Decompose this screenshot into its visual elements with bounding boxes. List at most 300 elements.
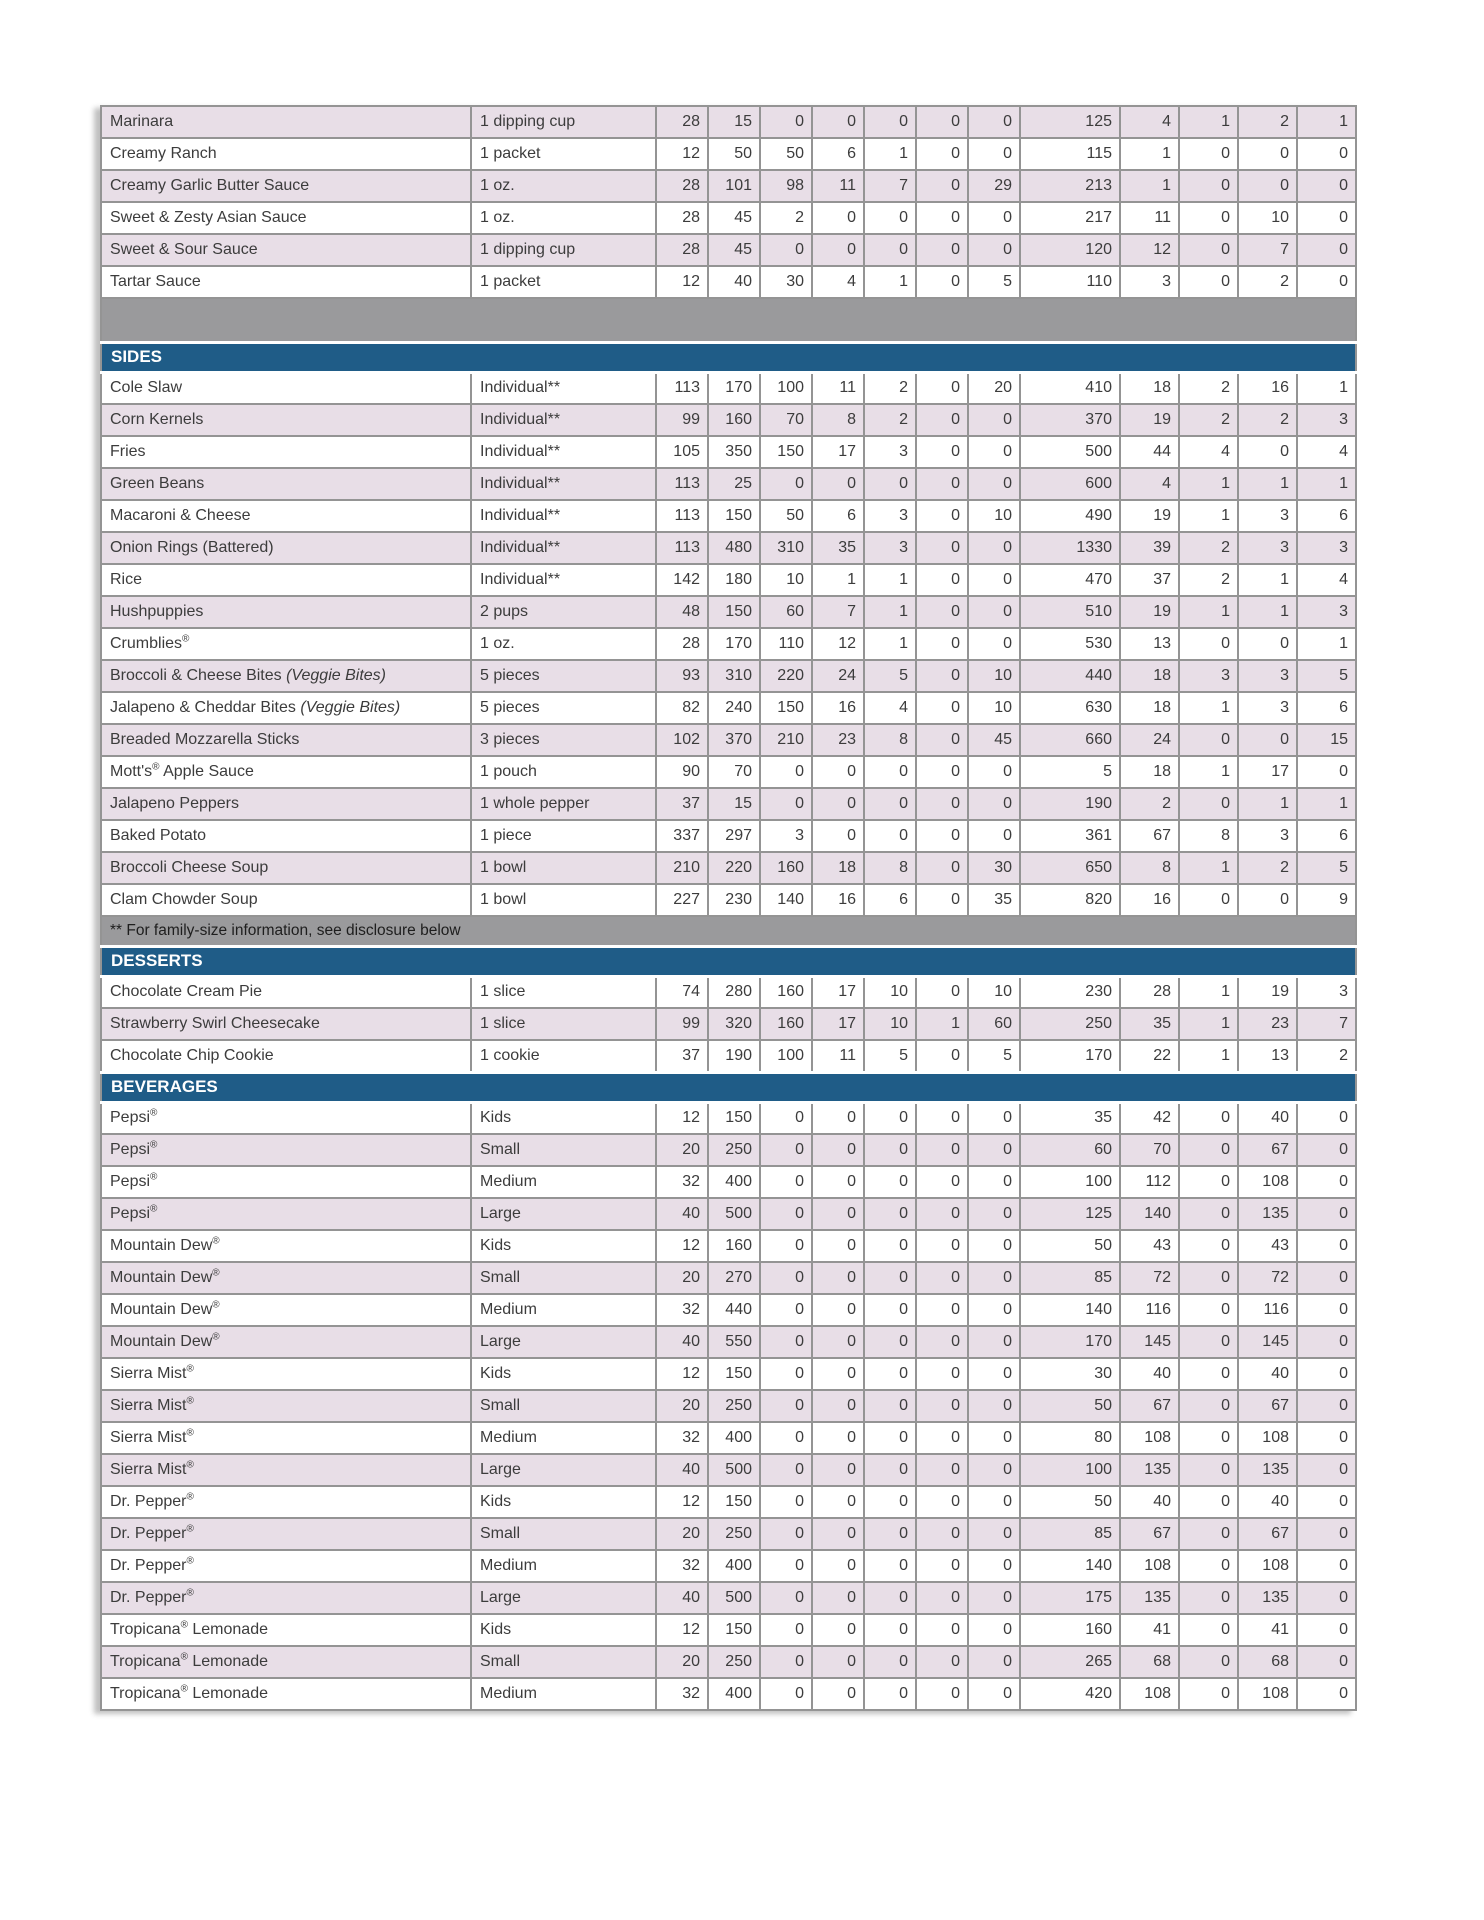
nutrition-value-cell: 10 <box>1238 202 1297 234</box>
nutrition-value-cell: 37 <box>1120 564 1179 596</box>
nutrition-value-cell: 0 <box>1297 1358 1356 1390</box>
nutrition-value-cell: 0 <box>812 234 864 266</box>
nutrition-value-cell: 8 <box>864 852 916 884</box>
nutrition-value-cell: 11 <box>1120 202 1179 234</box>
table-row <box>101 1614 1356 1646</box>
nutrition-value-cell: 40 <box>1238 1486 1297 1518</box>
registered-mark: ® <box>186 1491 194 1503</box>
nutrition-value-cell: 67 <box>1238 1518 1297 1550</box>
table-row <box>101 468 1356 500</box>
table-row <box>101 628 1356 660</box>
nutrition-value-cell: 145 <box>1238 1326 1297 1358</box>
nutrition-value-cell: 13 <box>1238 1040 1297 1072</box>
nutrition-value-cell: 0 <box>1238 436 1297 468</box>
item-name-cell: Sierra Mist® <box>101 1390 471 1422</box>
nutrition-value-cell: 0 <box>916 1518 968 1550</box>
nutrition-value-cell: 13 <box>1120 628 1179 660</box>
item-name-cell <box>101 202 471 234</box>
nutrition-value-cell: 160 <box>760 852 812 884</box>
nutrition-value-cell: 5 <box>864 1040 916 1072</box>
nutrition-value-cell: 400 <box>708 1422 760 1454</box>
nutrition-value-cell: 0 <box>760 1102 812 1134</box>
item-name-text: Fries <box>110 443 146 461</box>
nutrition-value-cell: 170 <box>1020 1326 1120 1358</box>
serving-size-cell: 1 pouch <box>471 756 656 788</box>
nutrition-value-cell: 120 <box>1020 234 1120 266</box>
nutrition-value-cell: 0 <box>1297 1198 1356 1230</box>
nutrition-value-cell: 10 <box>968 500 1020 532</box>
nutrition-value-cell: 16 <box>1238 372 1297 404</box>
nutrition-value-cell: 42 <box>1120 1102 1179 1134</box>
table-row <box>101 1518 1356 1550</box>
nutrition-value-cell: 0 <box>1297 170 1356 202</box>
nutrition-value-cell: 135 <box>1120 1582 1179 1614</box>
item-name-cell <box>101 266 471 298</box>
nutrition-value-cell: 0 <box>760 1422 812 1454</box>
nutrition-value-cell: 0 <box>812 1262 864 1294</box>
nutrition-value-cell: 0 <box>812 1454 864 1486</box>
nutrition-value-cell: 0 <box>1297 1678 1356 1710</box>
nutrition-value-cell: 8 <box>864 724 916 756</box>
item-name-cell: Dr. Pepper® <box>101 1518 471 1550</box>
nutrition-value-cell: 400 <box>708 1550 760 1582</box>
nutrition-value-cell: 0 <box>916 564 968 596</box>
nutrition-value-cell: 4 <box>1120 106 1179 138</box>
nutrition-value-cell: 40 <box>656 1198 708 1230</box>
nutrition-value-cell: 297 <box>708 820 760 852</box>
nutrition-value-cell: 3 <box>864 436 916 468</box>
nutrition-value-cell: 39 <box>1120 532 1179 564</box>
nutrition-value-cell: 0 <box>968 788 1020 820</box>
nutrition-value-cell: 50 <box>1020 1390 1120 1422</box>
item-name-text: Onion Rings (Battered) <box>110 539 274 557</box>
nutrition-value-cell: 3 <box>1238 500 1297 532</box>
nutrition-value-cell: 135 <box>1238 1582 1297 1614</box>
nutrition-value-cell: 28 <box>1120 976 1179 1008</box>
nutrition-value-cell: 3 <box>760 820 812 852</box>
nutrition-value-cell: 265 <box>1020 1646 1120 1678</box>
nutrition-value-cell: 0 <box>1297 1294 1356 1326</box>
nutrition-value-cell: 6 <box>864 884 916 916</box>
nutrition-value-cell: 1 <box>1179 852 1238 884</box>
registered-mark: ® <box>150 1108 158 1120</box>
nutrition-value-cell: 0 <box>968 1486 1020 1518</box>
nutrition-value-cell: 500 <box>708 1198 760 1230</box>
nutrition-value-cell: 0 <box>812 1486 864 1518</box>
nutrition-value-cell: 25 <box>708 468 760 500</box>
nutrition-value-cell: 0 <box>812 468 864 500</box>
nutrition-value-cell: 17 <box>812 976 864 1008</box>
nutrition-value-cell: 0 <box>916 1454 968 1486</box>
nutrition-value-cell: 0 <box>916 820 968 852</box>
nutrition-value-cell: 0 <box>864 1134 916 1166</box>
nutrition-value-cell: 0 <box>968 628 1020 660</box>
item-name-cell: Mountain Dew® <box>101 1294 471 1326</box>
registered-mark: ® <box>186 1555 194 1567</box>
nutrition-value-cell: 2 <box>1238 106 1297 138</box>
nutrition-value-cell: 108 <box>1238 1678 1297 1710</box>
nutrition-value-cell: 0 <box>916 1582 968 1614</box>
nutrition-value-cell: 220 <box>708 852 760 884</box>
nutrition-value-cell: 0 <box>968 1422 1020 1454</box>
nutrition-value-cell: 0 <box>916 1134 968 1166</box>
nutrition-value-cell: 0 <box>916 1614 968 1646</box>
serving-size-cell: Small <box>471 1134 656 1166</box>
nutrition-value-cell: 0 <box>760 1646 812 1678</box>
nutrition-value-cell: 10 <box>968 976 1020 1008</box>
item-name-cell <box>101 170 471 202</box>
nutrition-value-cell: 600 <box>1020 468 1120 500</box>
nutrition-value-cell: 150 <box>708 500 760 532</box>
nutrition-value-cell: 0 <box>1297 1326 1356 1358</box>
nutrition-value-cell: 3 <box>1179 660 1238 692</box>
nutrition-value-cell: 0 <box>1297 1166 1356 1198</box>
nutrition-value-cell: 0 <box>968 106 1020 138</box>
item-name-cell: Tropicana® Lemonade <box>101 1646 471 1678</box>
item-name-cell: Dr. Pepper® <box>101 1582 471 1614</box>
item-name-cell: Tropicana® Lemonade <box>101 1614 471 1646</box>
nutrition-value-cell: 0 <box>968 1454 1020 1486</box>
item-name-cell: Sierra Mist® <box>101 1358 471 1390</box>
serving-size-cell: Medium <box>471 1422 656 1454</box>
nutrition-value-cell: 10 <box>864 1008 916 1040</box>
registered-mark: ® <box>186 1395 194 1407</box>
nutrition-value-cell: 0 <box>760 1582 812 1614</box>
nutrition-value-cell: 650 <box>1020 852 1120 884</box>
nutrition-value-cell: 0 <box>1179 138 1238 170</box>
nutrition-value-cell: 0 <box>1179 1166 1238 1198</box>
nutrition-value-cell: 9 <box>1297 884 1356 916</box>
registered-mark: ® <box>212 1331 220 1343</box>
table-row <box>101 1358 1356 1390</box>
nutrition-value-cell: 100 <box>1020 1166 1120 1198</box>
nutrition-value-cell: 1 <box>1179 468 1238 500</box>
nutrition-value-cell: 210 <box>656 852 708 884</box>
nutrition-value-cell: 0 <box>864 1550 916 1582</box>
nutrition-value-cell: 1 <box>1120 138 1179 170</box>
nutrition-value-cell: 6 <box>1297 820 1356 852</box>
item-name-cell <box>101 724 471 756</box>
registered-mark: ® <box>150 1139 158 1151</box>
nutrition-value-cell: 2 <box>1179 564 1238 596</box>
table-row <box>101 1102 1356 1134</box>
item-name-cell <box>101 660 471 692</box>
nutrition-value-cell: 0 <box>864 202 916 234</box>
nutrition-value-cell: 28 <box>656 628 708 660</box>
item-name-cell <box>101 976 471 1008</box>
item-name-cell: Pepsi® <box>101 1198 471 1230</box>
nutrition-value-cell: 0 <box>1179 788 1238 820</box>
nutrition-value-cell: 19 <box>1238 976 1297 1008</box>
nutrition-value-cell: 0 <box>1179 1102 1238 1134</box>
nutrition-value-cell: 2 <box>760 202 812 234</box>
nutrition-value-cell: 50 <box>1020 1486 1120 1518</box>
nutrition-value-cell: 0 <box>916 372 968 404</box>
serving-size-cell: 5 pieces <box>471 660 656 692</box>
nutrition-value-cell: 32 <box>656 1678 708 1710</box>
table-row <box>101 884 1356 916</box>
nutrition-value-cell: 100 <box>760 372 812 404</box>
nutrition-value-cell: 0 <box>812 1166 864 1198</box>
table-row <box>101 1040 1356 1072</box>
table-row <box>101 532 1356 564</box>
item-name-cell: Mountain Dew® <box>101 1230 471 1262</box>
nutrition-value-cell: 250 <box>1020 1008 1120 1040</box>
nutrition-value-cell: 2 <box>1238 266 1297 298</box>
nutrition-value-cell: 0 <box>760 1262 812 1294</box>
item-name-text: Breaded Mozzarella Sticks <box>110 731 300 749</box>
nutrition-value-cell: 490 <box>1020 500 1120 532</box>
nutrition-value-cell: 0 <box>760 234 812 266</box>
nutrition-value-cell: 0 <box>760 788 812 820</box>
nutrition-value-cell: 0 <box>968 820 1020 852</box>
nutrition-value-cell: 5 <box>1020 756 1120 788</box>
nutrition-value-cell: 1 <box>1179 106 1238 138</box>
nutrition-value-cell: 0 <box>1179 234 1238 266</box>
nutrition-value-cell: 12 <box>656 266 708 298</box>
nutrition-value-cell: 0 <box>1238 170 1297 202</box>
nutrition-value-cell: 29 <box>968 170 1020 202</box>
nutrition-value-cell: 16 <box>812 692 864 724</box>
nutrition-value-cell: 5 <box>968 1040 1020 1072</box>
nutrition-value-cell: 0 <box>1179 1390 1238 1422</box>
nutrition-value-cell: 0 <box>864 468 916 500</box>
item-name-text: Creamy Garlic Butter Sauce <box>110 177 310 195</box>
nutrition-value-cell: 140 <box>1020 1550 1120 1582</box>
nutrition-value-cell: 0 <box>968 202 1020 234</box>
nutrition-value-cell: 100 <box>760 1040 812 1072</box>
nutrition-value-cell: 0 <box>968 468 1020 500</box>
nutrition-value-cell: 410 <box>1020 372 1120 404</box>
nutrition-value-cell: 0 <box>1297 756 1356 788</box>
item-name-cell <box>101 852 471 884</box>
nutrition-value-cell: 1 <box>864 596 916 628</box>
nutrition-value-cell: 135 <box>1238 1198 1297 1230</box>
nutrition-value-cell: 40 <box>1238 1358 1297 1390</box>
section-spacer-band <box>101 298 1356 342</box>
nutrition-value-cell: 17 <box>1238 756 1297 788</box>
item-name-italic-suffix: (Veggie Bites) <box>300 699 401 717</box>
nutrition-value-cell: 210 <box>760 724 812 756</box>
item-name-text: Broccoli Cheese Soup <box>110 859 269 877</box>
table-row <box>101 1198 1356 1230</box>
nutrition-value-cell: 160 <box>760 976 812 1008</box>
nutrition-value-cell: 0 <box>760 1390 812 1422</box>
table-row <box>101 1294 1356 1326</box>
registered-mark: ® <box>186 1363 194 1375</box>
serving-size-cell: 1 packet <box>471 266 656 298</box>
nutrition-value-cell: 113 <box>656 372 708 404</box>
nutrition-value-cell: 0 <box>1297 1262 1356 1294</box>
nutrition-value-cell: 3 <box>1238 692 1297 724</box>
serving-size-cell: 1 packet <box>471 138 656 170</box>
nutrition-value-cell: 50 <box>708 138 760 170</box>
nutrition-value-cell: 8 <box>1179 820 1238 852</box>
nutrition-value-cell: 0 <box>916 106 968 138</box>
serving-size-cell: Kids <box>471 1486 656 1518</box>
nutrition-value-cell: 40 <box>1238 1102 1297 1134</box>
item-name-text: Sweet & Sour Sauce <box>110 241 258 259</box>
table-row <box>101 660 1356 692</box>
nutrition-value-cell: 150 <box>760 692 812 724</box>
nutrition-value-cell: 0 <box>864 1518 916 1550</box>
section-header-label: BEVERAGES <box>101 1072 1356 1102</box>
section-header-beverages <box>101 1072 1356 1102</box>
nutrition-value-cell: 4 <box>1297 436 1356 468</box>
nutrition-value-cell: 45 <box>708 234 760 266</box>
nutrition-value-cell: 115 <box>1020 138 1120 170</box>
nutrition-value-cell: 7 <box>1297 1008 1356 1040</box>
nutrition-value-cell: 0 <box>760 756 812 788</box>
nutrition-value-cell: 67 <box>1238 1390 1297 1422</box>
item-name-italic-suffix: (Veggie Bites) <box>286 667 386 685</box>
nutrition-value-cell: 0 <box>968 596 1020 628</box>
nutrition-value-cell: 0 <box>916 976 968 1008</box>
nutrition-value-cell: 500 <box>708 1582 760 1614</box>
nutrition-value-cell: 5 <box>968 266 1020 298</box>
nutrition-value-cell: 0 <box>760 1134 812 1166</box>
nutrition-value-cell: 0 <box>916 1550 968 1582</box>
nutrition-value-cell: 4 <box>864 692 916 724</box>
nutrition-value-cell: 0 <box>1179 1646 1238 1678</box>
item-name-cell <box>101 500 471 532</box>
nutrition-value-cell: 72 <box>1120 1262 1179 1294</box>
serving-size-cell: Individual** <box>471 372 656 404</box>
nutrition-value-cell: 0 <box>916 1166 968 1198</box>
nutrition-value-cell: 17 <box>812 436 864 468</box>
nutrition-value-cell: 0 <box>760 1358 812 1390</box>
nutrition-value-cell: 0 <box>1179 1294 1238 1326</box>
nutrition-value-cell: 1 <box>1238 788 1297 820</box>
item-name-cell <box>101 820 471 852</box>
nutrition-value-cell: 0 <box>1297 1390 1356 1422</box>
nutrition-value-cell: 108 <box>1238 1550 1297 1582</box>
nutrition-value-cell: 93 <box>656 660 708 692</box>
nutrition-value-cell: 0 <box>916 404 968 436</box>
nutrition-value-cell: 140 <box>1120 1198 1179 1230</box>
nutrition-value-cell: 28 <box>656 234 708 266</box>
nutrition-value-cell: 0 <box>812 1358 864 1390</box>
nutrition-value-cell: 0 <box>916 692 968 724</box>
nutrition-value-cell: 10 <box>968 660 1020 692</box>
nutrition-value-cell: 0 <box>968 1614 1020 1646</box>
nutrition-value-cell: 0 <box>864 106 916 138</box>
nutrition-value-cell: 0 <box>916 1040 968 1072</box>
nutrition-value-cell: 150 <box>760 436 812 468</box>
nutrition-value-cell: 0 <box>812 1678 864 1710</box>
nutrition-value-cell: 2 <box>1179 372 1238 404</box>
registered-mark: ® <box>180 1619 188 1631</box>
nutrition-value-cell: 0 <box>760 468 812 500</box>
nutrition-value-cell: 125 <box>1020 106 1120 138</box>
nutrition-value-cell: 0 <box>1179 1454 1238 1486</box>
nutrition-value-cell: 125 <box>1020 1198 1120 1230</box>
nutrition-value-cell: 630 <box>1020 692 1120 724</box>
nutrition-value-cell: 0 <box>1297 266 1356 298</box>
nutrition-value-cell: 0 <box>864 234 916 266</box>
nutrition-value-cell: 2 <box>1297 1040 1356 1072</box>
serving-size-cell: 5 pieces <box>471 692 656 724</box>
nutrition-value-cell: 0 <box>1179 1358 1238 1390</box>
nutrition-value-cell: 35 <box>1120 1008 1179 1040</box>
registered-mark: ® <box>186 1587 194 1599</box>
nutrition-value-cell: 18 <box>812 852 864 884</box>
nutrition-value-cell: 0 <box>916 1326 968 1358</box>
nutrition-value-cell: 5 <box>1297 660 1356 692</box>
nutrition-value-cell: 108 <box>1238 1166 1297 1198</box>
nutrition-value-cell: 0 <box>968 756 1020 788</box>
table-row <box>101 1134 1356 1166</box>
item-name-cell <box>101 532 471 564</box>
serving-size-cell: Kids <box>471 1230 656 1262</box>
nutrition-value-cell: 10 <box>864 976 916 1008</box>
nutrition-value-cell: 12 <box>812 628 864 660</box>
item-name-cell: Pepsi® <box>101 1166 471 1198</box>
nutrition-value-cell: 0 <box>1238 884 1297 916</box>
nutrition-value-cell: 150 <box>708 1102 760 1134</box>
nutrition-value-cell: 0 <box>968 404 1020 436</box>
nutrition-value-cell: 2 <box>864 372 916 404</box>
nutrition-value-cell: 1330 <box>1020 532 1120 564</box>
nutrition-value-cell: 32 <box>656 1166 708 1198</box>
nutrition-value-cell: 150 <box>708 1358 760 1390</box>
nutrition-value-cell: 0 <box>916 170 968 202</box>
nutrition-value-cell: 0 <box>1179 628 1238 660</box>
serving-size-cell: Small <box>471 1390 656 1422</box>
item-name-cell: Mott's® Apple Sauce <box>101 756 471 788</box>
nutrition-value-cell: 4 <box>1179 436 1238 468</box>
nutrition-value-cell: 0 <box>812 820 864 852</box>
table-row <box>101 1678 1356 1710</box>
table-row <box>101 436 1356 468</box>
registered-mark: ® <box>212 1299 220 1311</box>
table-row <box>101 1230 1356 1262</box>
nutrition-value-cell: 0 <box>916 1486 968 1518</box>
item-name-cell <box>101 1040 471 1072</box>
nutrition-value-cell: 3 <box>864 532 916 564</box>
nutrition-value-cell: 30 <box>1020 1358 1120 1390</box>
nutrition-value-cell: 68 <box>1120 1646 1179 1678</box>
nutrition-value-cell: 0 <box>1179 202 1238 234</box>
nutrition-value-cell: 45 <box>968 724 1020 756</box>
nutrition-value-cell: 0 <box>812 1518 864 1550</box>
nutrition-value-cell: 0 <box>1297 1230 1356 1262</box>
nutrition-value-cell: 0 <box>916 884 968 916</box>
nutrition-value-cell: 3 <box>1238 820 1297 852</box>
serving-size-cell: Medium <box>471 1294 656 1326</box>
nutrition-value-cell: 2 <box>1179 404 1238 436</box>
nutrition-value-cell: 99 <box>656 404 708 436</box>
nutrition-value-cell: 140 <box>1020 1294 1120 1326</box>
nutrition-value-cell: 43 <box>1238 1230 1297 1262</box>
nutrition-value-cell: 135 <box>1120 1454 1179 1486</box>
registered-mark: ® <box>182 633 190 645</box>
item-name-cell: Crumblies® <box>101 628 471 660</box>
nutrition-value-cell: 16 <box>812 884 864 916</box>
nutrition-value-cell: 0 <box>1179 1486 1238 1518</box>
nutrition-value-cell: 0 <box>864 1198 916 1230</box>
nutrition-value-cell: 0 <box>1238 138 1297 170</box>
nutrition-value-cell: 28 <box>656 170 708 202</box>
nutrition-value-cell: 32 <box>656 1294 708 1326</box>
nutrition-value-cell: 0 <box>812 1550 864 1582</box>
nutrition-value-cell: 67 <box>1120 1518 1179 1550</box>
nutrition-value-cell: 0 <box>760 1486 812 1518</box>
nutrition-value-cell: 32 <box>656 1550 708 1582</box>
nutrition-value-cell: 0 <box>968 1134 1020 1166</box>
item-name-text: Corn Kernels <box>110 411 204 429</box>
nutrition-value-cell: 140 <box>760 884 812 916</box>
